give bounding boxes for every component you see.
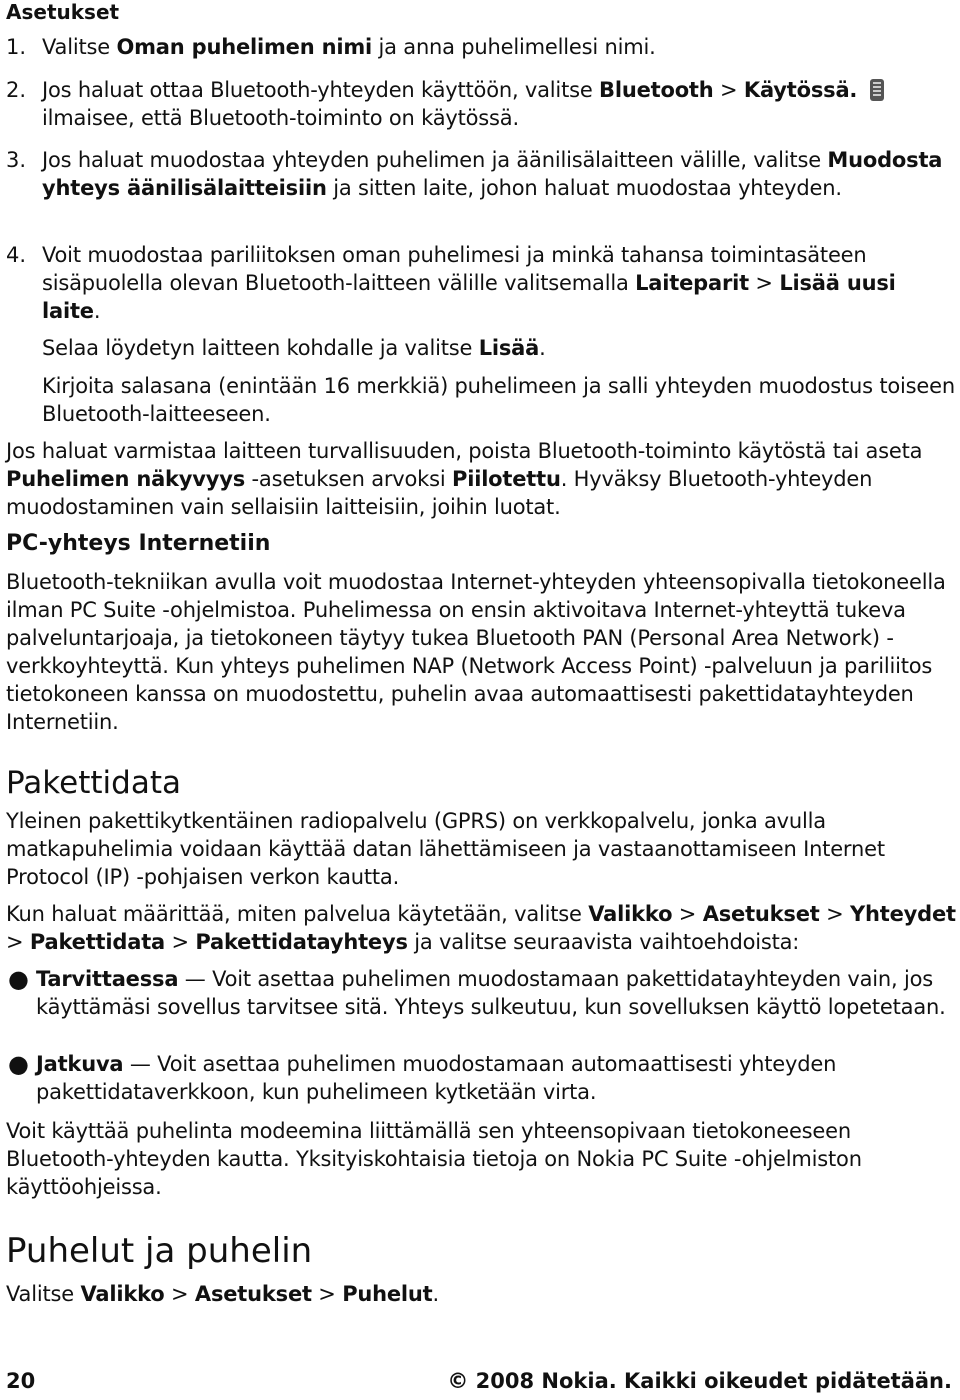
step-2: Jos haluat ottaa Bluetooth-yhteyden käyttöön, valitse Bluetooth > Käytössä. ilmaisee, että Bluetooth-toiminto on käytössä. bbox=[42, 76, 956, 132]
option-jatkuva: Jatkuva — Voit asettaa puhelimen muodostamaan automaattisesti yhteyden pakettidataverkkoon, kun puhelimeen kytketään virta. bbox=[36, 1052, 837, 1104]
pc-body: Bluetooth-tekniikan avulla voit muodostaa Internet-yhteyden yhteensopivalla tietokoneella ilman PC Suite -ohjelmistoa. Puhelimessa on ensin aktivoitava Internet-yhteyttä tukeva palveluntarjoaja, ja tietokoneen täytyy tukea Bluetooth PAN (Personal Area Network) -verkkoyhteyttä. Kun yhteys puhelimen NAP (Network Access Point) -palveluun ja pariliitos tietokoneen kanssa on muodostettu, puhelin avaa automaattisesti pakettidatayhteyden Internetiin. bbox=[6, 570, 946, 734]
section-heading-puhelut: Puhelut ja puhelin bbox=[6, 1231, 313, 1271]
step-1: Valitse Oman puhelimen nimi ja anna puhelimellesi nimi. bbox=[42, 35, 656, 59]
step-4-passcode: Kirjoita salasana (enintään 16 merkkiä) puhelimeen ja salli yhteyden muodostus toiseen Bluetooth-laitteeseen. bbox=[42, 374, 955, 426]
step-4-browse: Selaa löydetyn laitteen kohdalle ja valitse Lisää. bbox=[42, 336, 546, 360]
puhelut-path: Valitse Valikko > Asetukset > Puhelut. bbox=[6, 1282, 439, 1306]
pakettidata-intro: Yleinen pakettikytkentäinen radiopalvelu (GPRS) on verkkopalvelu, jonka avulla matkapuhelimia voidaan käyttää datan lähettämiseen ja vastaanottamiseen Internet Protocol (IP) -pohjaisen verkon kautta. bbox=[6, 809, 885, 889]
bullet-icon: ● bbox=[8, 965, 29, 993]
page-number: 20 bbox=[6, 1369, 36, 1393]
bluetooth-status-icon bbox=[870, 79, 884, 101]
copyright: © 2008 Nokia. Kaikki oikeudet pidätetään. bbox=[447, 1369, 952, 1393]
section-heading-pakettidata: Pakettidata bbox=[6, 765, 181, 801]
bullet-icon: ● bbox=[8, 1050, 29, 1078]
step-3: Jos haluat muodostaa yhteyden puhelimen ja äänilisälaitteen välille, valitse Muodosta yhteys äänilisälaitteisiin ja sitten laite, johon haluat muodostaa yhteyden. bbox=[42, 148, 943, 200]
step-number: 2. bbox=[6, 78, 27, 102]
step-number: 1. bbox=[6, 35, 27, 59]
pakettidata-path: Kun haluat määrittää, miten palvelua käytetään, valitse Valikko > Asetukset > Yhteydet > Pakettidata > Pakettidatayhteys ja valitse seuraavista vaihtoehdoista: bbox=[6, 902, 956, 954]
step-4: Voit muodostaa pariliitoksen oman puhelimesi ja minkä tahansa toimintasäteen sisäpuolella olevan Bluetooth-laitteen välille valitsemalla Laiteparit > Lisää uusi laite. bbox=[42, 243, 896, 323]
security-note: Jos haluat varmistaa laitteen turvallisuuden, poista Bluetooth-toiminto käytöstä tai aseta Puhelimen näkyvyys -asetuksen arvoksi Piilotettu. Hyväksy Bluetooth-yhteyden muodostaminen vain sellaisiin laitteisiin, joihin luotat. bbox=[6, 439, 923, 519]
menu-item-name: Oman puhelimen nimi bbox=[116, 35, 373, 59]
option-tarvittaessa: Tarvittaessa — Voit asettaa puhelimen muodostamaan pakettidatayhteyden vain, jos käyttämäsi sovellus tarvitsee sitä. Yhteys sulkeutuu, kun sovelluksen käyttö lopetetaan. bbox=[36, 967, 946, 1019]
step-number: 3. bbox=[6, 148, 27, 172]
step-number: 4. bbox=[6, 243, 27, 267]
section-heading-pc: PC-yhteys Internetiin bbox=[6, 531, 271, 556]
modem-note: Voit käyttää puhelinta modeemina liittämällä sen yhteensopivaan tietokoneeseen Bluetooth-yhteyden kautta. Yksityiskohtaisia tietoja on Nokia PC Suite -ohjelmiston käyttöohjeissa. bbox=[6, 1119, 862, 1199]
section-heading-asetukset: Asetukset bbox=[6, 0, 120, 24]
